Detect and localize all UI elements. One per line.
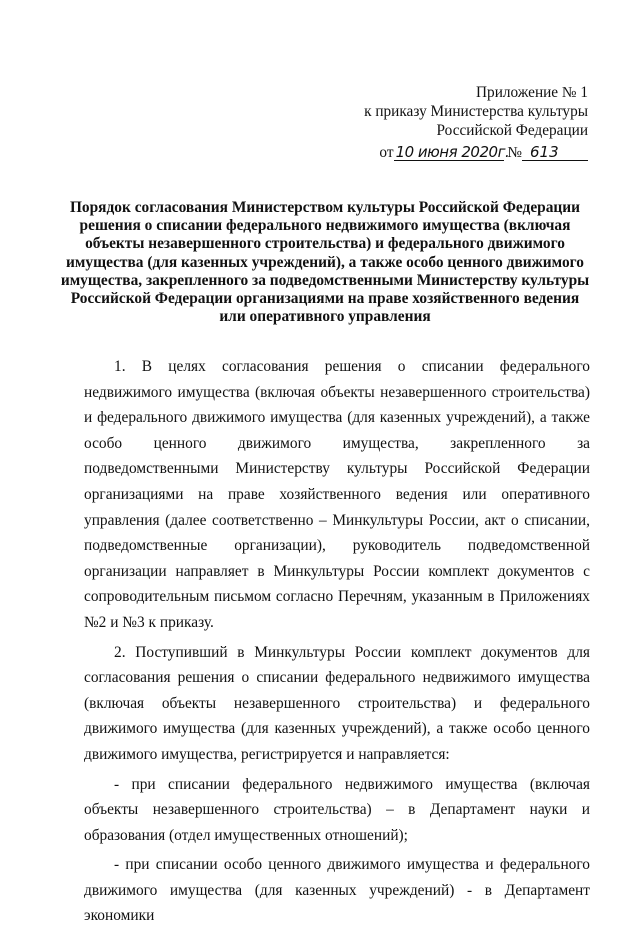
handwritten-number: 613: [522, 145, 588, 161]
appendix-title: Приложение № 1: [476, 84, 588, 101]
appendix-order-ref: к приказу Министерства культуры: [364, 103, 588, 120]
bullet-paragraph: - при списании особо ценного движимого имущества и федерального движимого имущества (для казенных учреждений) - в Департамент экономики: [84, 856, 590, 925]
document-body: [84, 354, 590, 933]
order-date-line: [364, 143, 588, 162]
from-label: от: [379, 144, 394, 161]
handwritten-date: 10 июня 2020г.: [395, 143, 510, 161]
document-title: Порядок согласования Министерством культуры Российской Федерации решения о списании федерального недвижимого имущества (включая объекты незавершенного строительства) и федерального движимого имущества (для казенных учреждений), а также особо ценного движимого имущества, закрепленного за подведомственными Министерству культуры Российской Федерации организациями на праве хозяйственного ведения или оперативного управления: [60, 199, 590, 326]
number-label: №: [507, 144, 522, 161]
paragraph: 2. Поступивший в Минкультуры России комплект документов для согласования решения о списании федерального недвижимого имущества (включая объекты незавершенного строительства) и федерального движимого имущества (для казенных учреждений), а также особо ценного движимого имущества, регистрируется и направляется:: [84, 643, 590, 763]
bullet-paragraph: - при списании федерального недвижимого имущества (включая объекты незавершенного строительства) – в Департамент науки и образования (отдел имущественных отношений);: [84, 775, 590, 844]
appendix-header: [364, 83, 588, 162]
paragraph: 1. В целях согласования решения о списании федерального недвижимого имущества (включая объекты незавершенного строительства) и федерального движимого имущества (для казенных учреждений), а также особо ценного движимого имущества, закрепленного за подведомственными Министерству культуры Российской Федерации организациями на праве хозяйственного ведения или оперативного управления (далее соответственно – Минкультуры России, акт о списании, подведомственные организации), руководитель подведомственной организации направляет в Минкультуры России комплект документов с сопроводительным письмом согласно Перечням, указанным в Приложениях №2 и №3 к приказу.: [84, 358, 590, 631]
appendix-federation: Российской Федерации: [436, 122, 588, 139]
